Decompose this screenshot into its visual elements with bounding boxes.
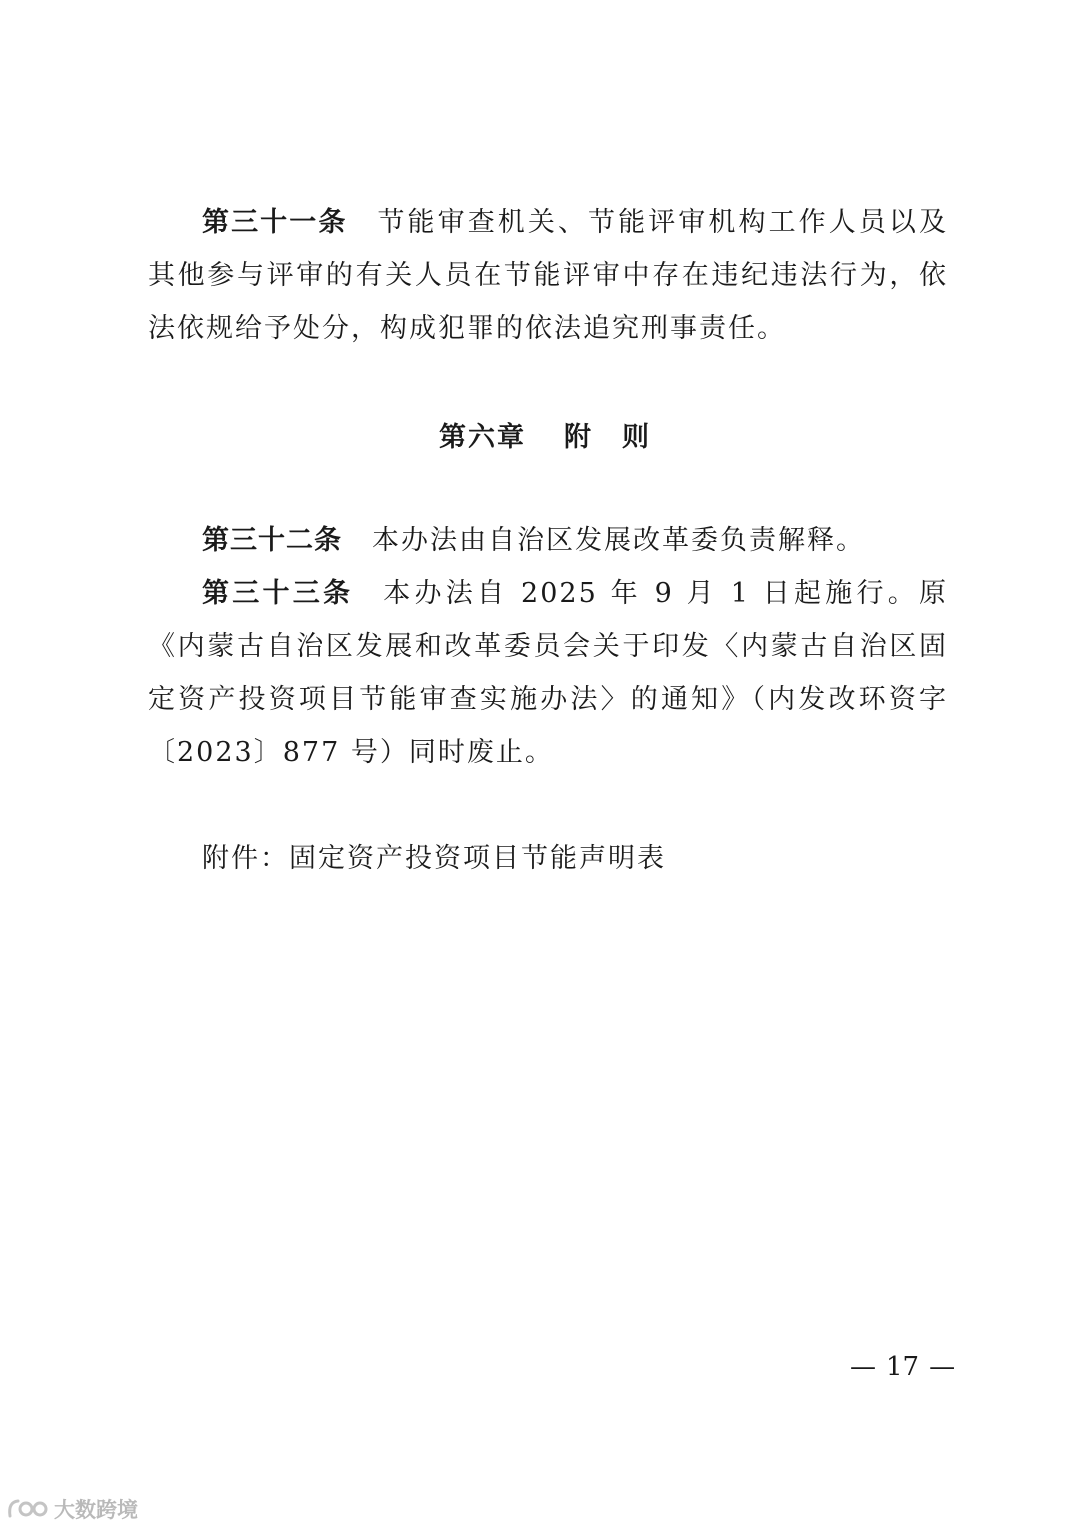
chapter-heading: [0, 415, 1080, 454]
chapter-title: 附 则: [564, 422, 651, 453]
logo-icon: [6, 1496, 50, 1522]
article-33: [148, 567, 948, 779]
article-text: 本办法由自治区发展改革委负责解释。: [372, 525, 865, 556]
watermark-text: 大数跨境: [54, 1498, 138, 1522]
attachment-text: 附件：固定资产投资项目节能声明表: [202, 843, 666, 874]
page-number: — 17 —: [850, 1352, 956, 1382]
article-32: [148, 514, 948, 567]
watermark: [6, 1494, 138, 1524]
chapter-number: 第六章: [439, 422, 526, 453]
attachment-note: [148, 832, 948, 885]
article-number: 第三十二条: [202, 525, 342, 556]
article-number: 第三十一条: [202, 207, 348, 238]
article-31: [148, 196, 948, 355]
article-text: 节能审查机关、节能评审机构工作人员以及其他参与评审的有关人员在节能评审中存在违纪违法行为，依法依规给予处分，构成犯罪的依法追究刑事责任。: [148, 207, 949, 344]
page-number-value: 17: [886, 1352, 920, 1382]
article-text: 本办法自 2025 年 9 月 1 日起施行。原《内蒙古自治区发展和改革委员会关于印发〈内蒙古自治区固定资产投资项目节能审查实施办法〉的通知》（内发改环资字〔2023〕877 号）同时废止。: [148, 578, 948, 768]
article-number: 第三十三条: [202, 578, 354, 609]
